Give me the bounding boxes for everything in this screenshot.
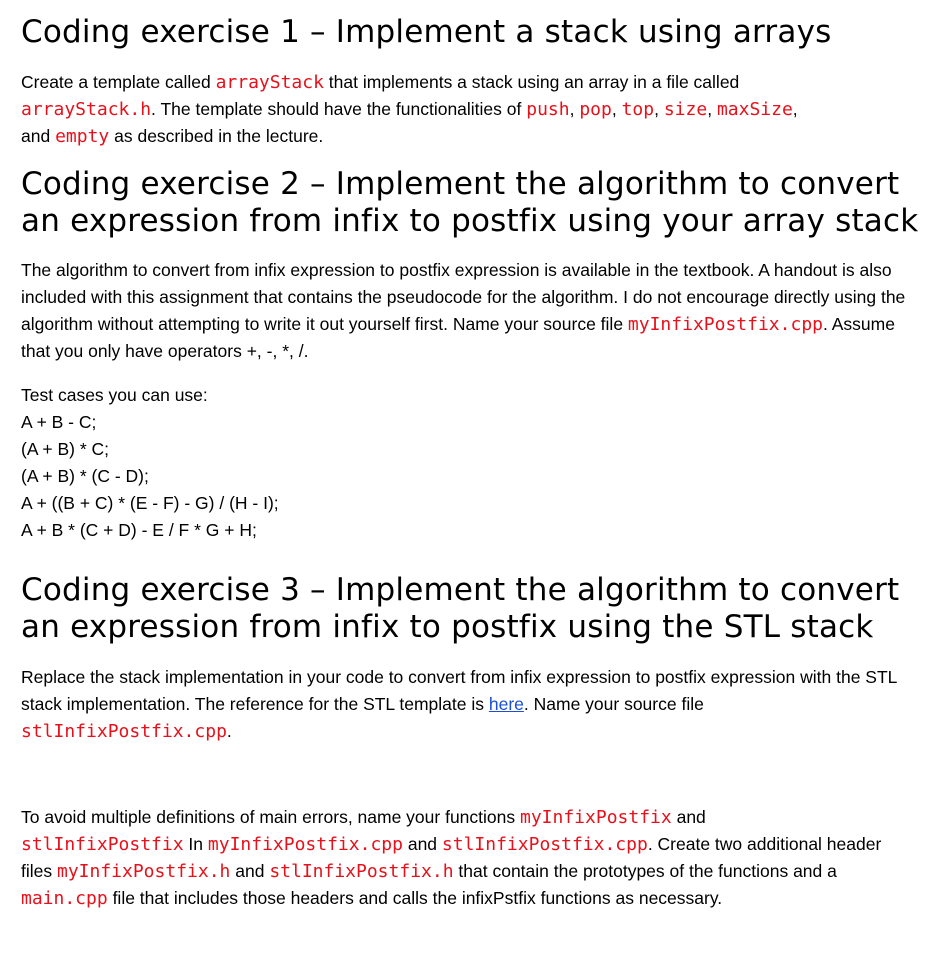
test-case: A + B * (C + D) - E / F * G + H; (21, 520, 257, 540)
main-file-instructions (21, 804, 901, 912)
code-arrayStack-h: arrayStack.h (21, 99, 152, 120)
code-arrayStack: arrayStack (215, 72, 324, 93)
text: and (671, 807, 706, 827)
code-size: size (663, 99, 708, 120)
text: , (654, 99, 664, 119)
code-top: top (621, 99, 655, 120)
exercise-3-heading (21, 572, 899, 646)
text: , (707, 99, 717, 119)
code-main-cpp: main.cpp (21, 888, 108, 909)
text: file that includes those headers and calls the infixPstfix functions as necessary. (107, 888, 723, 908)
exercise-2-heading (21, 166, 918, 240)
code-maxSize: maxSize (716, 99, 793, 120)
exercise-3-description (21, 664, 901, 745)
code-empty: empty (55, 126, 110, 147)
text: , (792, 99, 798, 119)
test-case: (A + B) * C; (21, 439, 110, 459)
text: . Assume that you only have operators +, -, *, /. (21, 314, 895, 361)
text: . The template should have the functionalities of (151, 99, 527, 119)
code-myInfixPostfix-h: myInfixPostfix.h (56, 861, 231, 882)
code-stlInfixPostfix: stlInfixPostfix (21, 834, 184, 855)
text: as described in the lecture. (109, 126, 324, 146)
test-case: A + ((B + C) * (E - F) - G) / (H - I); (21, 493, 279, 513)
text: . Name your source file (523, 694, 704, 714)
test-case: (A + B) * (C - D); (21, 466, 149, 486)
exercise-2-description (21, 257, 906, 365)
stl-reference-link[interactable]: here (488, 694, 524, 714)
test-cases-list (21, 409, 279, 544)
heading-line: Coding exercise 3 – Implement the algorithm to convert (21, 572, 900, 608)
heading-line: an expression from infix to postfix using your array stack (21, 203, 919, 239)
text: , (611, 99, 622, 119)
text: and (402, 834, 442, 854)
text: that implements a stack using an array in a file called (323, 72, 740, 92)
text: . (226, 721, 232, 741)
heading-line: Coding exercise 2 – Implement the algorithm to convert (21, 166, 900, 202)
text: In (183, 834, 208, 854)
text: , (569, 99, 580, 119)
exercise-1-heading: Coding exercise 1 – Implement a stack using arrays (21, 14, 832, 50)
exercise-1-description (21, 69, 911, 150)
code-stlInfixPostfix-h: stlInfixPostfix.h (269, 861, 454, 882)
code-myInfixPostfix-cpp: myInfixPostfix.cpp (627, 314, 823, 335)
text: Replace the stack implementation in your code to convert from infix expression to postfix expression with the STL stack implementation. The reference for the STL template is (21, 667, 897, 714)
text: and (230, 861, 270, 881)
text: To avoid multiple definitions of main errors, name your functions (21, 807, 520, 827)
text: Create a template called (21, 72, 216, 92)
code-stlInfixPostfix-cpp: stlInfixPostfix.cpp (21, 721, 227, 742)
text: and (21, 126, 56, 146)
test-cases-label: Test cases you can use: (21, 385, 208, 405)
test-case: A + B - C; (21, 412, 97, 432)
text: that contain the prototypes of the functions and a (453, 861, 837, 881)
code-myInfixPostfix-cpp: myInfixPostfix.cpp (207, 834, 403, 855)
code-myInfixPostfix: myInfixPostfix (520, 807, 672, 828)
text: . Create two additional header files (21, 834, 882, 881)
code-stlInfixPostfix-cpp: stlInfixPostfix.cpp (441, 834, 648, 855)
code-push: push (526, 99, 570, 120)
text: The algorithm to convert from infix expression to postfix expression is available in the textbook. A handout is also included with this assignment that contains the pseudocode for the algorithm. I do not encourage directly using the algorithm without attempting to write it out yourself first. Name your source file (21, 260, 906, 334)
code-pop: pop (579, 99, 612, 120)
heading-line: an expression from infix to postfix using the STL stack (21, 609, 874, 645)
